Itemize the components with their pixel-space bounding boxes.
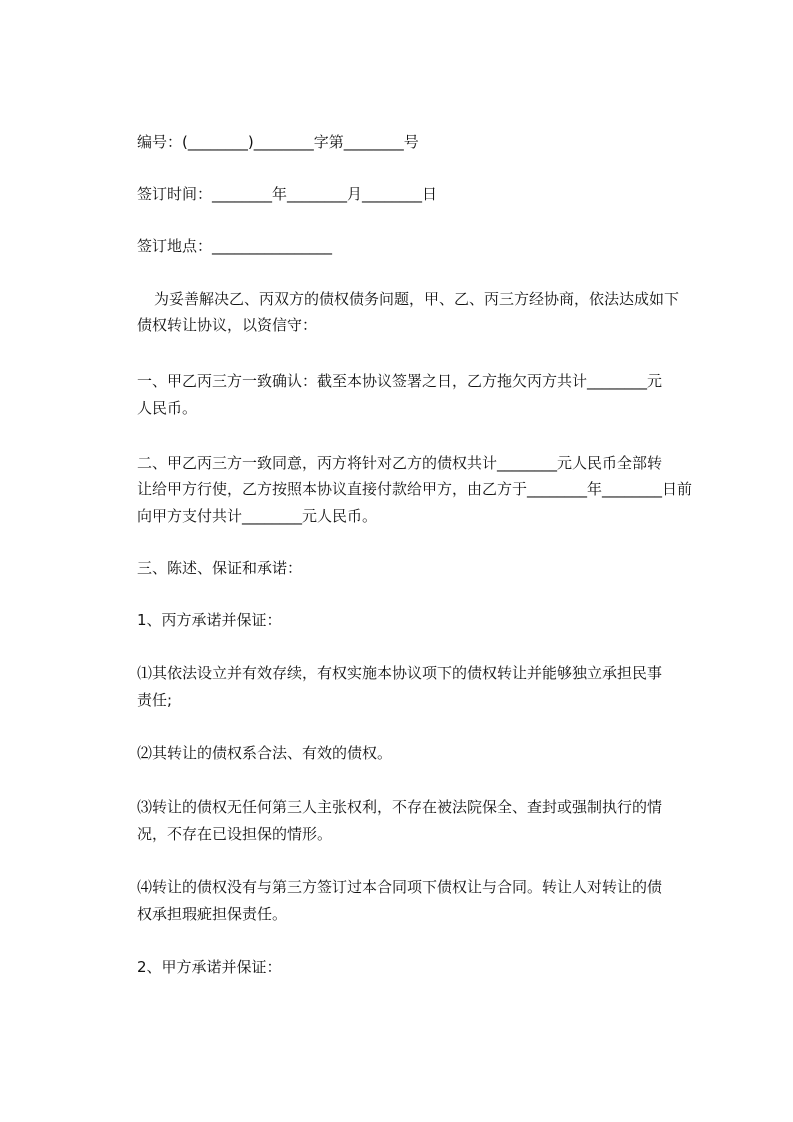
item-4-line-1: ⑷转让的债权没有与第三方签订过本合同项下债权让与合同。转让人对转让的债 — [137, 878, 663, 896]
number-line: 编号：(________)________字第________号 — [137, 133, 419, 151]
intro-line-1: 为妥善解决乙、丙双方的债权债务问题，甲、乙、丙三方经协商，依法达成如下 — [154, 290, 680, 308]
item-4-line-2: 权承担瑕疵担保责任。 — [137, 905, 288, 923]
item-1-line-1: ⑴其依法设立并有效存续，有权实施本协议项下的债权转让并能够独立承担民事 — [137, 664, 663, 682]
clause-2-line-3: 向甲方支付共计________元人民币。 — [137, 507, 378, 525]
item-2-line-1: ⑵其转让的债权系合法、有效的债权。 — [137, 744, 393, 762]
clause-2-line-1: 二、甲乙丙三方一致同意，丙方将针对乙方的债权共计________元人民币全部转 — [137, 454, 663, 472]
clause-2-line-2: 让给甲方行使，乙方按照本协议直接付款给甲方，由乙方于________年________日前 — [137, 480, 693, 498]
subclause-1-title: 1、丙方承诺并保证： — [137, 611, 282, 629]
sign-time-line: 签订时间：________年________月________日 — [137, 185, 438, 203]
item-1-line-2: 责任; — [137, 691, 173, 709]
clause-1-line-2: 人民币。 — [137, 399, 198, 417]
subclause-2-title: 2、甲方承诺并保证： — [137, 958, 282, 976]
item-3-line-1: ⑶转让的债权无任何第三人主张权利，不存在被法院保全、查封或强制执行的情 — [137, 798, 663, 816]
item-3-line-2: 况，不存在已设担保的情形。 — [137, 825, 333, 843]
intro-line-2: 债权转让协议，以资信守： — [137, 316, 318, 334]
clause-3-title: 三、陈述、保证和承诺： — [137, 559, 303, 577]
clause-1-line-1: 一、甲乙丙三方一致确认：截至本协议签署之日，乙方拖欠丙方共计________元 — [137, 372, 663, 390]
sign-place-line: 签订地点：________________ — [137, 237, 333, 255]
